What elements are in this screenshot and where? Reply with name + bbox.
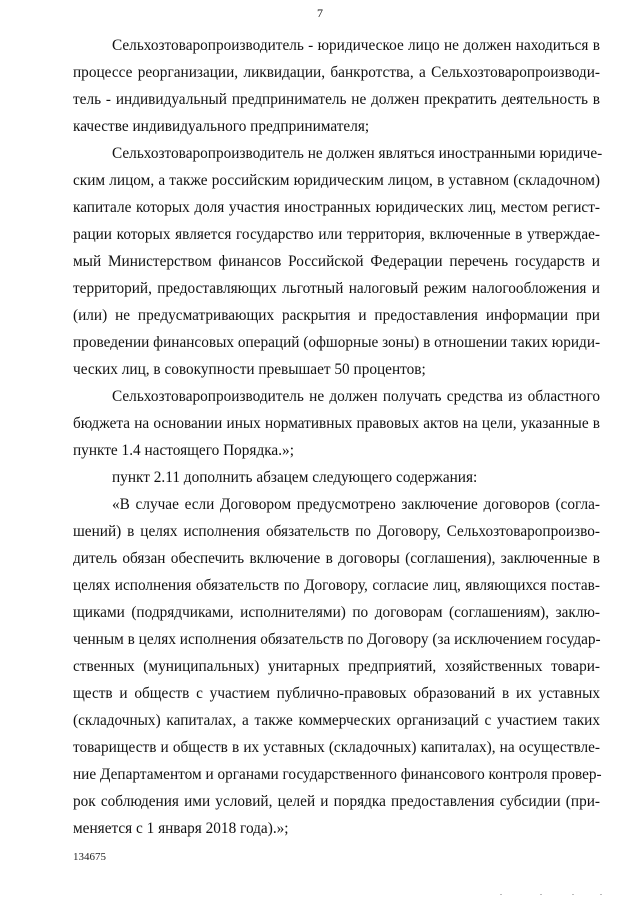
paragraph-line: товариществ и обществ в их уставных (складочных) капиталах), на осуществле-: [73, 739, 600, 756]
paragraph-line: шений) в целях исполнения обязательств по Договору, Сельхозтоваропроизво-: [73, 523, 600, 540]
paragraph-line: целях исполнения обязательств по Договору, согласие лиц, являющихся постав-: [73, 577, 600, 594]
paragraph-line: ществ и обществ с участием публично-правовых образований в их уставных: [73, 685, 600, 702]
paragraph-line: рации которых является государство или территория, включенные в утверждае-: [73, 226, 600, 243]
paragraph-line: мый Министерством финансов Российской Федерации перечень государств и: [73, 253, 600, 270]
paragraph-line: ственных (муниципальных) унитарных предприятий, хозяйственных товари-: [73, 658, 600, 675]
paragraph-line: качестве индивидуального предпринимателя;: [73, 118, 370, 135]
paragraph-line: Сельхозтоваропроизводитель не должен получать средства из областного: [112, 388, 600, 405]
paragraph-line: «В случае если Договором предусмотрено заключение договоров (согла-: [112, 496, 600, 513]
paragraph-line: Сельхозтоваропроизводитель не должен являться иностранными юридиче-: [112, 145, 603, 162]
paragraph-line: ческих лиц, в совокупности превышает 50 процентов;: [73, 361, 426, 378]
paragraph-line: территорий, предоставляющих льготный налоговый режим налогообложения и: [73, 280, 600, 297]
paragraph-line: Сельхозтоваропроизводитель - юридическое лицо не должен находиться в: [112, 37, 600, 54]
scan-edge-dots: [0, 894, 640, 896]
paragraph-line: ским лицом, а также российским юридическим лицом, в уставном (складочном): [73, 172, 600, 189]
paragraph-line: дитель обязан обеспечить включение в договоры (соглашения), заключенные в: [73, 550, 600, 567]
paragraph-line: тель - индивидуальный предприниматель не должен прекратить деятельность в: [73, 91, 600, 108]
paragraph-line: ние Департаментом и органами государственного финансового контроля провер-: [73, 766, 602, 783]
paragraph-line: пункте 1.4 настоящего Порядка.»;: [73, 442, 294, 459]
paragraph-line: (или) не предусматривающих раскрытия и предоставления информации при: [73, 307, 600, 324]
paragraph-line: пункт 2.11 дополнить абзацем следующего содержания:: [112, 469, 478, 486]
paragraph-line: проведении финансовых операций (офшорные зоны) в отношении таких юриди-: [73, 334, 601, 351]
paragraph-line: процессе реорганизации, ликвидации, банкротства, а Сельхозтоваропроизводи-: [73, 64, 600, 81]
paragraph-line: ченным в целях исполнения обязательств по Договору (за исключением государ-: [73, 631, 601, 648]
page-number: 7: [317, 6, 323, 20]
document-number: 134675: [73, 851, 106, 863]
paragraph-line: капитале которых доля участия иностранных юридических лиц, местом регист-: [73, 199, 600, 216]
paragraph-line: рок соблюдения ими условий, целей и порядка предоставления субсидии (при-: [73, 793, 600, 810]
paragraph-line: щиками (подрядчиками, исполнителями) по договорам (соглашениям), заклю-: [73, 604, 600, 621]
paragraph-line: (складочных) капиталах, а также коммерческих организаций с участием таких: [73, 712, 600, 729]
paragraph-line: меняется с 1 января 2018 года).»;: [73, 820, 289, 837]
paragraph-line: бюджета на основании иных нормативных правовых актов на цели, указанные в: [73, 415, 600, 432]
